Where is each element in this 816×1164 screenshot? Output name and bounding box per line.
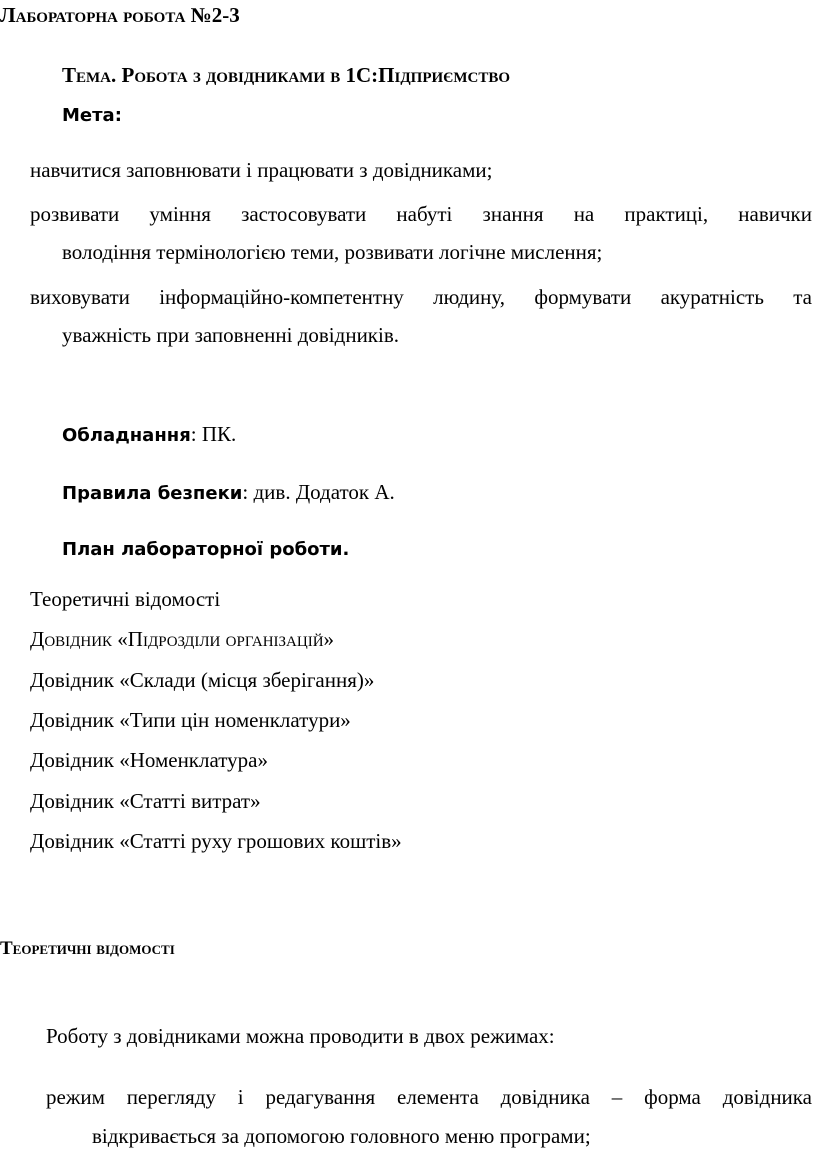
- plan-item: Довідник «Номенклатура»: [30, 748, 268, 772]
- plan-title: План лабораторної роботи.: [62, 539, 350, 560]
- document-title: Лабораторна робота №2-3: [0, 3, 240, 27]
- equipment-value: : ПК.: [190, 422, 237, 446]
- plan-item: Теоретичні відомості: [30, 587, 221, 611]
- goal-item-1: навчитися заповнювати і працювати з довідниками;: [30, 158, 493, 182]
- theory-item-1-line-1: режим перегляду і редагування елемента довідника – форма довідника: [46, 1085, 812, 1109]
- equipment-label: Обладнання: [62, 425, 191, 446]
- goal-item-3-line-2: уважність при заповненні довідників.: [62, 323, 400, 347]
- plan-item: Довідник «Підрозділи організацій»: [30, 627, 335, 651]
- plan-item: Довідник «Склади (місця зберігання)»: [30, 668, 375, 692]
- plan-item: Довідник «Статті витрат»: [30, 789, 261, 813]
- plan-item: Довідник «Типи цін номенклатури»: [30, 708, 351, 732]
- goal-item-2-line-1: розвивати уміння застосовувати набуті знання на практиці, навички: [30, 202, 812, 226]
- safety-label: Правила безпеки: [62, 483, 243, 504]
- safety-line: [62, 480, 395, 505]
- plan-item: Довідник «Статті руху грошових коштів»: [30, 829, 402, 853]
- goal-item-3-line-1: виховувати інформаційно-компетентну людину, формувати акуратність та: [30, 285, 812, 309]
- goal-label: Мета:: [62, 105, 122, 126]
- theory-heading: Теоретичні відомості: [0, 938, 175, 959]
- equipment-line: [62, 422, 236, 447]
- safety-value: : див. Додаток А.: [242, 480, 395, 504]
- theory-item-1-line-2: відкривається за допомогою головного меню програми;: [92, 1124, 591, 1148]
- goal-item-2-line-2: володіння термінологією теми, розвивати логічне мислення;: [62, 240, 603, 264]
- document-theme: Тема. Робота з довідниками в 1С:Підприємство: [62, 63, 510, 87]
- theory-intro: Роботу з довідниками можна проводити в двох режимах:: [46, 1024, 555, 1048]
